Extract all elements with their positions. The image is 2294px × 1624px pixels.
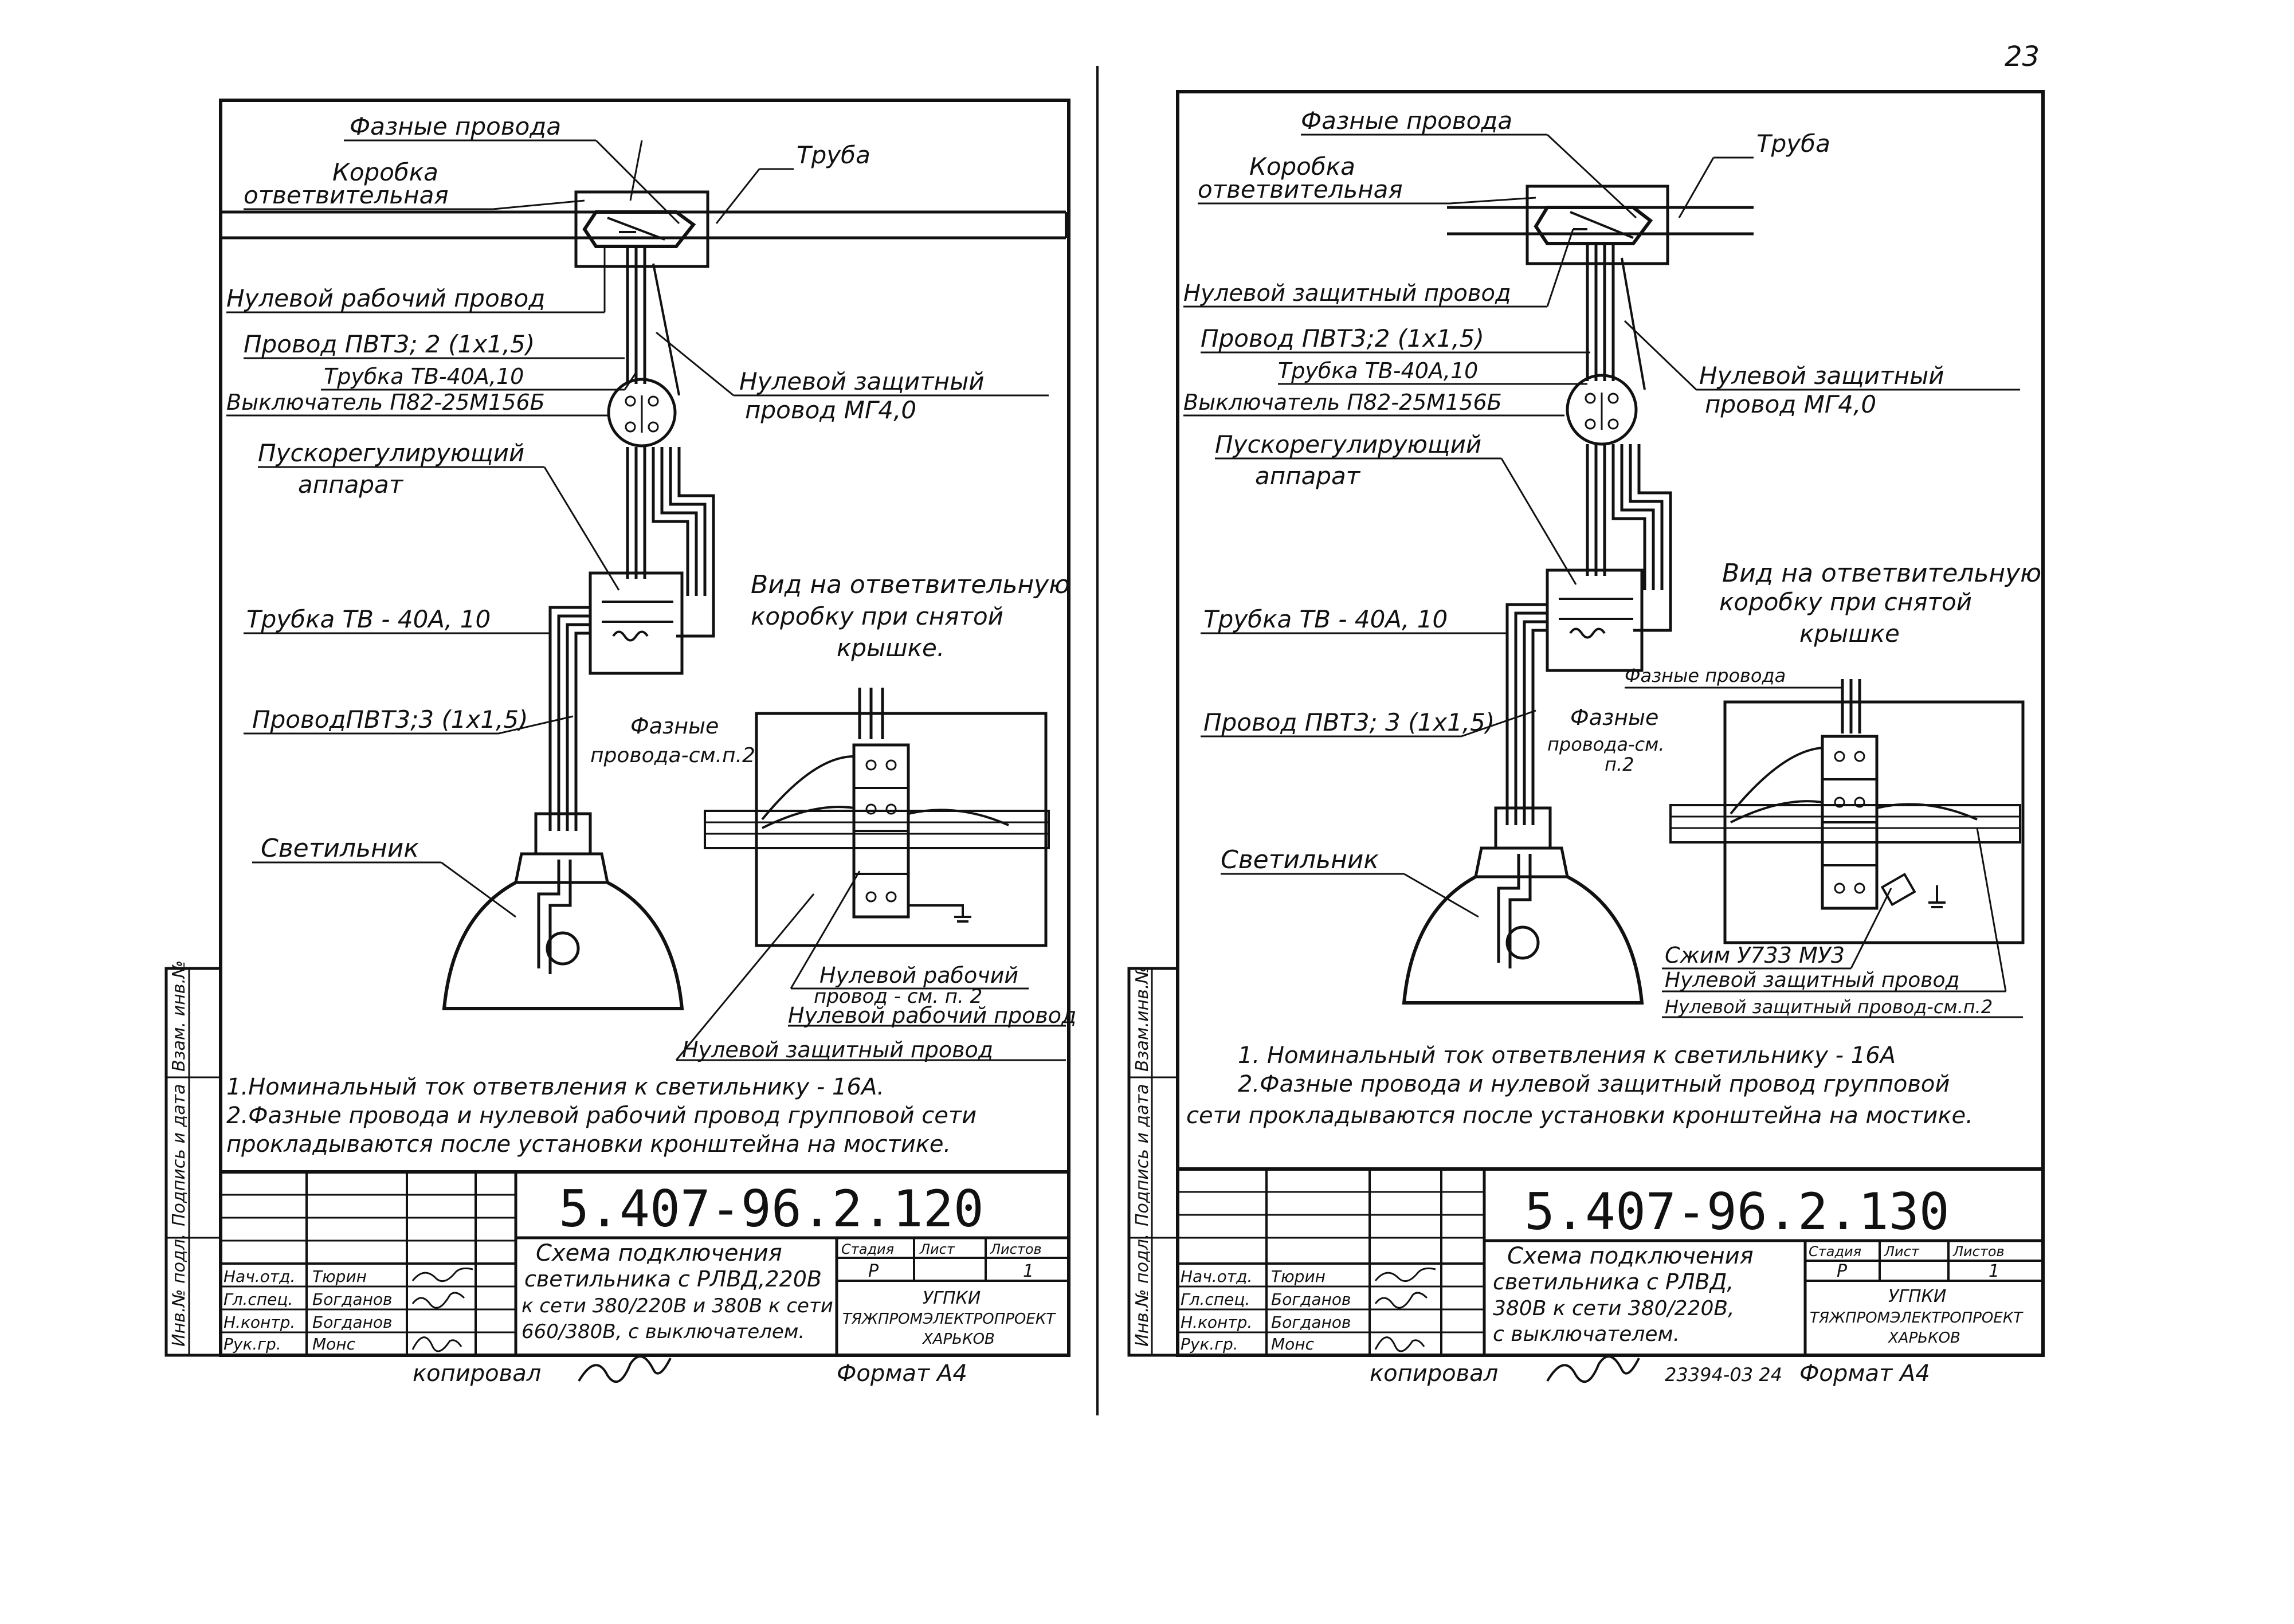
- role-1: Нач.отд.: [1181, 1267, 1253, 1286]
- org-3: ХАРЬКОВ: [1888, 1329, 1960, 1347]
- label-clamp: Сжим У733 МУ3: [1665, 943, 1845, 968]
- sheet-header: Лист: [920, 1241, 955, 1257]
- sheets-value: 1: [1989, 1261, 2000, 1281]
- label-ballast-1: Пускорегулирующий: [258, 439, 525, 467]
- clamp: [1882, 874, 1914, 905]
- signature: [1375, 1293, 1427, 1308]
- inset-junction-view: [705, 688, 1049, 946]
- label-ballast-1: Пускорегулирующий: [1215, 430, 1482, 458]
- label-neutral-work: Нулевой рабочий провод: [226, 284, 546, 312]
- name-4: Монс: [1271, 1335, 1314, 1354]
- note-3: сети прокладываются после установки кронштейна на мостике.: [1186, 1103, 1973, 1129]
- label-lamp: Светильник: [261, 834, 419, 863]
- signature: [1375, 1268, 1436, 1281]
- label-pipe: Труба: [1756, 130, 1830, 158]
- title-line-3: к сети 380/220В и 380В к сети: [521, 1295, 833, 1317]
- cable-to-ballast: [1587, 444, 1670, 630]
- label-view-3: крышке.: [837, 634, 945, 662]
- title-line-4: с выключателем.: [1493, 1323, 1680, 1346]
- sheet-header: Лист: [1884, 1244, 1919, 1260]
- label-nw2: провод - см. п. 2: [814, 985, 983, 1008]
- label-nw3: Нулевой рабочий провод: [788, 1003, 1077, 1028]
- label-phase-short-2: провода-см.п.2: [590, 744, 755, 767]
- role-3: Н.контр.: [223, 1313, 296, 1332]
- note-1: 1. Номинальный ток ответвления к светильнику - 16А: [1238, 1042, 1896, 1069]
- label-box2: ответвительная: [1198, 175, 1403, 203]
- title-line-4: 660/380В, с выключателем.: [521, 1320, 805, 1343]
- ballast: [590, 573, 682, 673]
- side-label-sign: Подпись и дата: [169, 1084, 189, 1226]
- label-view-2: коробку при снятой: [751, 602, 1003, 630]
- pipe: [221, 212, 1066, 238]
- lamp: [444, 814, 682, 1009]
- label-neutral-prot-1: Нулевой защитный: [1699, 362, 1944, 390]
- note-1: 1.Номинальный ток ответвления к светильнику - 16А.: [226, 1074, 885, 1100]
- name-1: Тюрин: [1271, 1267, 1326, 1286]
- title-line-1: Схема подключения: [536, 1240, 782, 1266]
- footer-format: Формат А4: [1799, 1360, 1930, 1387]
- label-nw1: Нулевой рабочий: [819, 963, 1019, 988]
- stage-value: Р: [868, 1261, 879, 1281]
- role-4: Рук.гр.: [1181, 1335, 1238, 1354]
- notes-left: [226, 1074, 977, 1158]
- signature: [413, 1268, 473, 1281]
- switch: [1567, 375, 1636, 444]
- pipe: [1447, 207, 1754, 234]
- label-view-2: коробку при снятой: [1719, 588, 1972, 616]
- label-phase-short-1: Фазные: [630, 713, 719, 739]
- label-phase-wires: Фазные провода: [350, 112, 562, 140]
- label-tube-tv: Трубка ТВ-40А,10: [324, 364, 524, 389]
- label-neutral-prot-1: Нулевой защитный: [739, 367, 985, 395]
- org-3: ХАРЬКОВ: [923, 1331, 995, 1348]
- side-label-replace: Взам. инв.№: [169, 960, 189, 1072]
- cable-to-ballast: [628, 447, 713, 636]
- title-line-2: светильника с РЛВД,220В: [524, 1266, 822, 1292]
- role-3: Н.контр.: [1181, 1313, 1253, 1332]
- signature: [413, 1293, 464, 1308]
- label-wire-pvt3-2: Провод ПВТ3;2 (1х1,5): [1201, 324, 1484, 352]
- name-2: Богданов: [312, 1290, 393, 1309]
- label-pipe: Труба: [797, 141, 870, 169]
- label-neutral-prot-2: провод МГ4,0: [745, 396, 917, 424]
- side-label-inv: Инв.№ подл.: [1132, 1233, 1152, 1347]
- footer-copied: копировал: [413, 1360, 542, 1387]
- label-wire-pvt3-3: ПроводПВТ3;3 (1х1,5): [252, 705, 528, 733]
- label-phase-short-2: провода-см.: [1547, 733, 1665, 755]
- label-wire-pvt3-3: Провод ПВТ3; 3 (1х1,5): [1203, 708, 1495, 736]
- label-phase-small: Фазные провода: [1625, 665, 1786, 687]
- label-phase-short-3: п.2: [1605, 754, 1634, 775]
- title-line-3: 380В к сети 380/220В,: [1493, 1297, 1735, 1320]
- label-np2: Нулевой защитный провод-см.п.2: [1665, 996, 1993, 1018]
- notes-right: [1186, 1042, 1973, 1129]
- label-box: Коробка: [1249, 152, 1355, 181]
- ballast: [1547, 570, 1642, 670]
- inset-junction-view: [1670, 679, 2023, 943]
- sheets-value: 1: [1023, 1261, 1034, 1281]
- note-3: прокладываются после установки кронштейна на мостике.: [226, 1131, 951, 1158]
- side-label-sign: Подпись и дата: [1132, 1084, 1152, 1226]
- label-view-1: Вид на ответвительную: [751, 570, 1070, 599]
- label-wire-pvt3-2: Провод ПВТ3; 2 (1х1,5): [244, 330, 535, 358]
- sheets-header: Листов: [990, 1241, 1042, 1257]
- label-view-3: крышке: [1799, 619, 1900, 648]
- name-1: Тюрин: [312, 1267, 367, 1286]
- name-2: Богданов: [1271, 1290, 1351, 1309]
- sheet-right: [1129, 92, 2043, 1387]
- role-1: Нач.отд.: [223, 1267, 296, 1286]
- label-lamp: Светильник: [1221, 845, 1379, 874]
- copier-signature: [579, 1356, 670, 1382]
- junction-box: [576, 192, 708, 266]
- org-1: УГПКИ: [923, 1288, 981, 1308]
- footer-format: Формат А4: [837, 1360, 967, 1387]
- title-line-2: светильника с РЛВД,: [1493, 1269, 1734, 1295]
- label-tube-tv2: Трубка ТВ - 40А, 10: [246, 605, 491, 633]
- signature: [1375, 1337, 1424, 1351]
- label-switch: Выключатель П82-25М156Б: [1183, 390, 1502, 415]
- sheet-left: [166, 100, 1076, 1387]
- label-ballast-2: аппарат: [1255, 462, 1360, 490]
- label-tube-tv: Трубка ТВ-40А,10: [1278, 358, 1479, 383]
- copier-signature: [1547, 1356, 1639, 1382]
- role-2: Гл.спец.: [223, 1290, 293, 1309]
- stage-header: Стадия: [1809, 1244, 1862, 1260]
- label-tube-tv2: Трубка ТВ - 40А, 10: [1203, 605, 1448, 633]
- name-4: Монс: [312, 1335, 355, 1354]
- cable-to-lamp: [1507, 605, 1547, 825]
- cable-to-lamp: [550, 607, 590, 831]
- name-3: Богданов: [312, 1313, 393, 1332]
- lamp: [1404, 808, 1642, 1003]
- role-4: Рук.гр.: [223, 1335, 281, 1354]
- org-2: ТЯЖПРОМЭЛЕКТРОПРОЕКТ: [842, 1311, 1056, 1328]
- sheets-header: Листов: [1953, 1244, 2005, 1260]
- org-1: УГПКИ: [1888, 1286, 1947, 1307]
- doc-code: 5.407-96.2.130: [1524, 1182, 1950, 1241]
- label-switch: Выключатель П82-25М156Б: [226, 390, 545, 415]
- footer-extra: 23394-03 24: [1665, 1364, 1782, 1386]
- footer-copied: копировал: [1370, 1360, 1499, 1387]
- doc-code: 5.407-96.2.120: [559, 1179, 984, 1238]
- cable-vertical: [1587, 244, 1645, 390]
- page-number: 23: [2005, 41, 2040, 73]
- role-2: Гл.спец.: [1181, 1290, 1250, 1309]
- label-ballast-2: аппарат: [298, 470, 403, 499]
- label-nw4: Нулевой защитный провод: [682, 1037, 994, 1062]
- label-box: Коробка: [332, 158, 438, 186]
- label-view-1: Вид на ответвительную: [1722, 559, 2042, 588]
- side-label-replace: Взам.инв.№: [1132, 966, 1152, 1072]
- label-neutral-prot-2: провод МГ4,0: [1705, 390, 1877, 418]
- stage-value: Р: [1837, 1261, 1848, 1281]
- label-phase-short-1: Фазные: [1570, 705, 1659, 730]
- org-2: ТЯЖПРОМЭЛЕКТРОПРОЕКТ: [1810, 1309, 2023, 1327]
- name-3: Богданов: [1271, 1313, 1351, 1332]
- label-neutral-prot-top: Нулевой защитный провод: [1183, 280, 1511, 307]
- label-np1: Нулевой защитный провод: [1665, 968, 1960, 992]
- stage-header: Стадия: [841, 1241, 895, 1257]
- note-2: 2.Фазные провода и нулевой рабочий провод групповой сети: [226, 1103, 977, 1129]
- signature: [413, 1337, 461, 1351]
- title-line-1: Схема подключения: [1507, 1243, 1754, 1269]
- note-2: 2.Фазные провода и нулевой защитный провод групповой: [1238, 1071, 1950, 1097]
- side-label-inv: Инв.№ подл.: [169, 1233, 189, 1347]
- label-box2: ответвительная: [244, 181, 449, 209]
- label-phase-wires: Фазные провода: [1301, 107, 1513, 135]
